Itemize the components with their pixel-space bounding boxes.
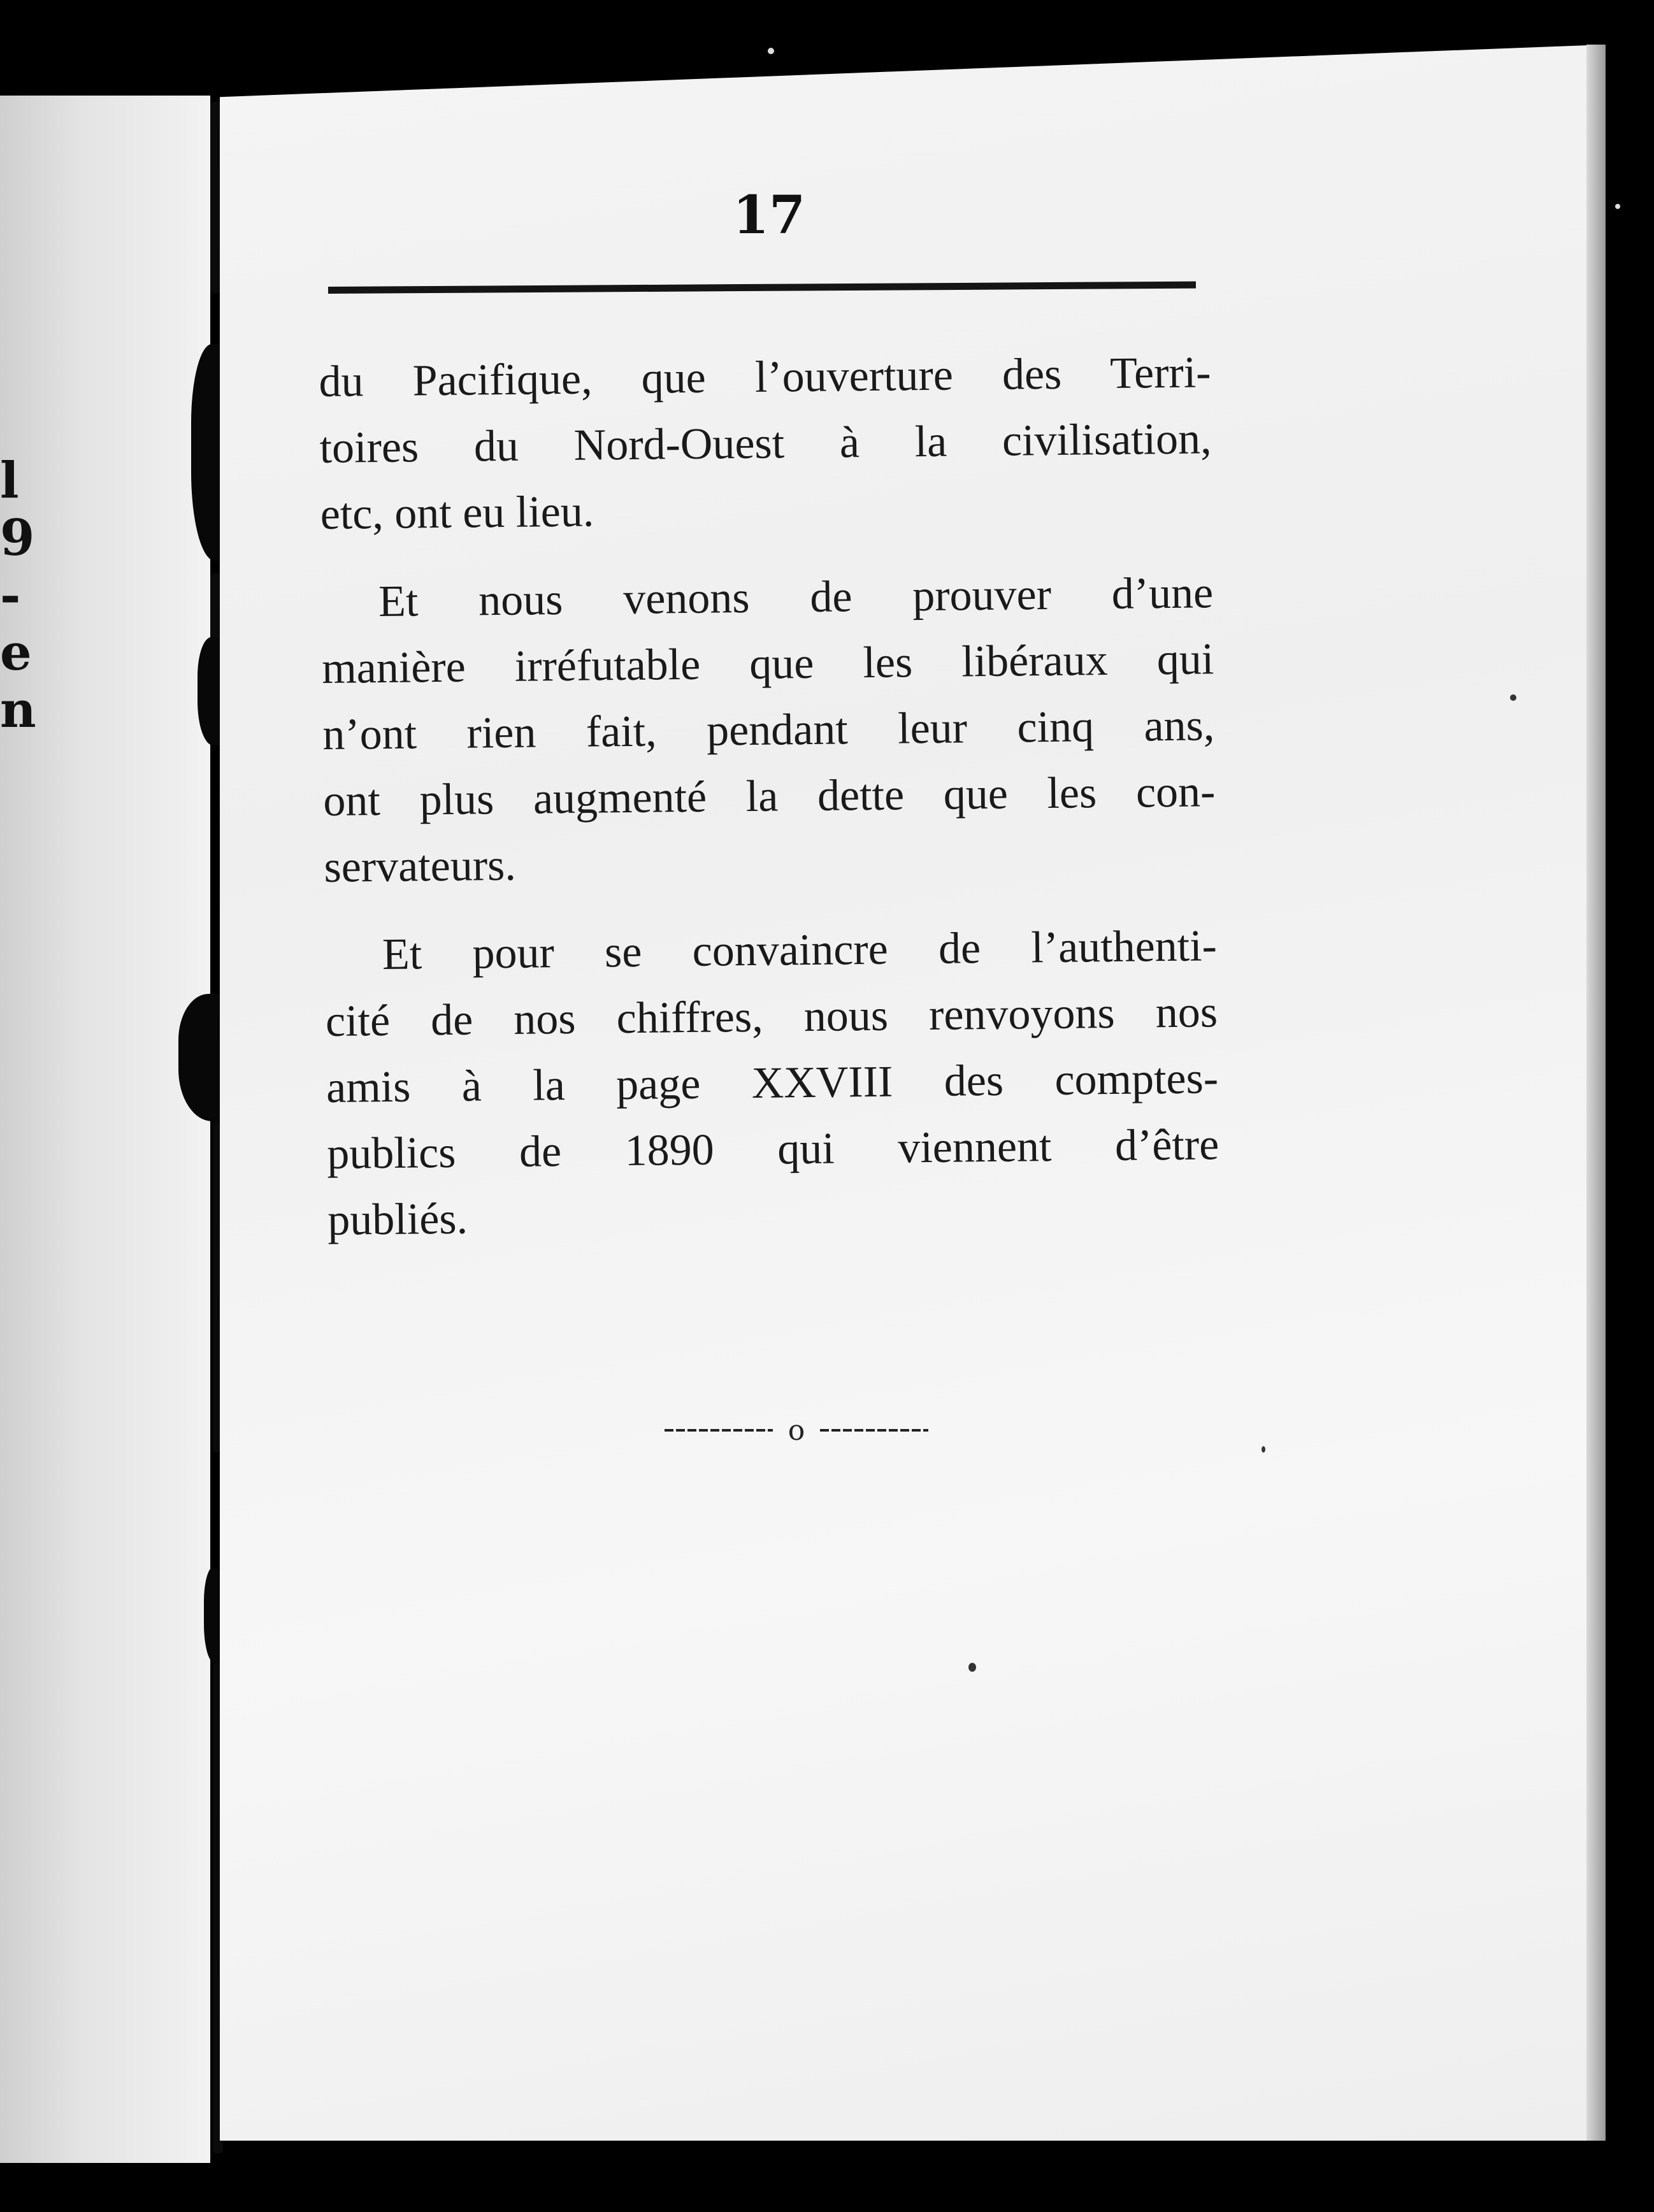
scan-speck <box>1615 204 1620 209</box>
scan-speck <box>768 48 774 54</box>
left-fragment: e <box>0 624 32 682</box>
text-line: publiés. <box>327 1194 468 1245</box>
text-line: etc, ont eu lieu. <box>320 487 594 539</box>
paragraph <box>321 560 1216 901</box>
left-fragment: 9 <box>0 509 35 567</box>
section-ornament <box>650 1414 943 1447</box>
text-line: servateurs. <box>324 840 517 892</box>
paragraph <box>324 913 1219 1254</box>
ornament-circle: o <box>787 1414 805 1447</box>
page-number: 17 <box>733 185 806 246</box>
left-fragment: n <box>0 681 36 739</box>
text-line: publics de 1890 qui viennent d’être <box>326 1120 1219 1179</box>
text-line: amis à la page XXVIII des comptes- <box>326 1054 1219 1112</box>
paper-speck <box>968 1663 976 1672</box>
ornament-dash-right <box>820 1429 928 1432</box>
text-line: du Pacifique, que l’ouverture des Terri- <box>319 348 1211 406</box>
ornament-dash-left <box>665 1429 773 1432</box>
binding-stitch <box>213 1121 220 1453</box>
text-line: cité de nos chiffres, nous renvoyons nos <box>325 988 1218 1046</box>
text-line: Et pour se convaincre de l’authenti- <box>382 921 1218 980</box>
text-line: ont plus augmenté la dette que les con- <box>323 767 1216 826</box>
text-line: n’ont rien fait, pendant leur cinq ans, <box>322 701 1215 759</box>
paper-speck <box>1510 694 1516 701</box>
left-page-text-fragments <box>0 452 36 739</box>
text-line: toires du Nord-Ouest à la civilisation, <box>319 414 1212 473</box>
page-edge-shadow <box>1586 45 1606 2141</box>
text-line: manière irréfutable que les libéraux qui <box>321 635 1214 693</box>
text-line: Et nous venons de prouver d’une <box>378 568 1214 627</box>
paragraph <box>319 340 1212 548</box>
body-text <box>319 340 1220 1254</box>
left-fragment: - <box>0 566 21 624</box>
left-facing-page <box>0 96 210 2163</box>
left-fragment: l <box>0 452 19 510</box>
paper-speck <box>1262 1446 1265 1453</box>
